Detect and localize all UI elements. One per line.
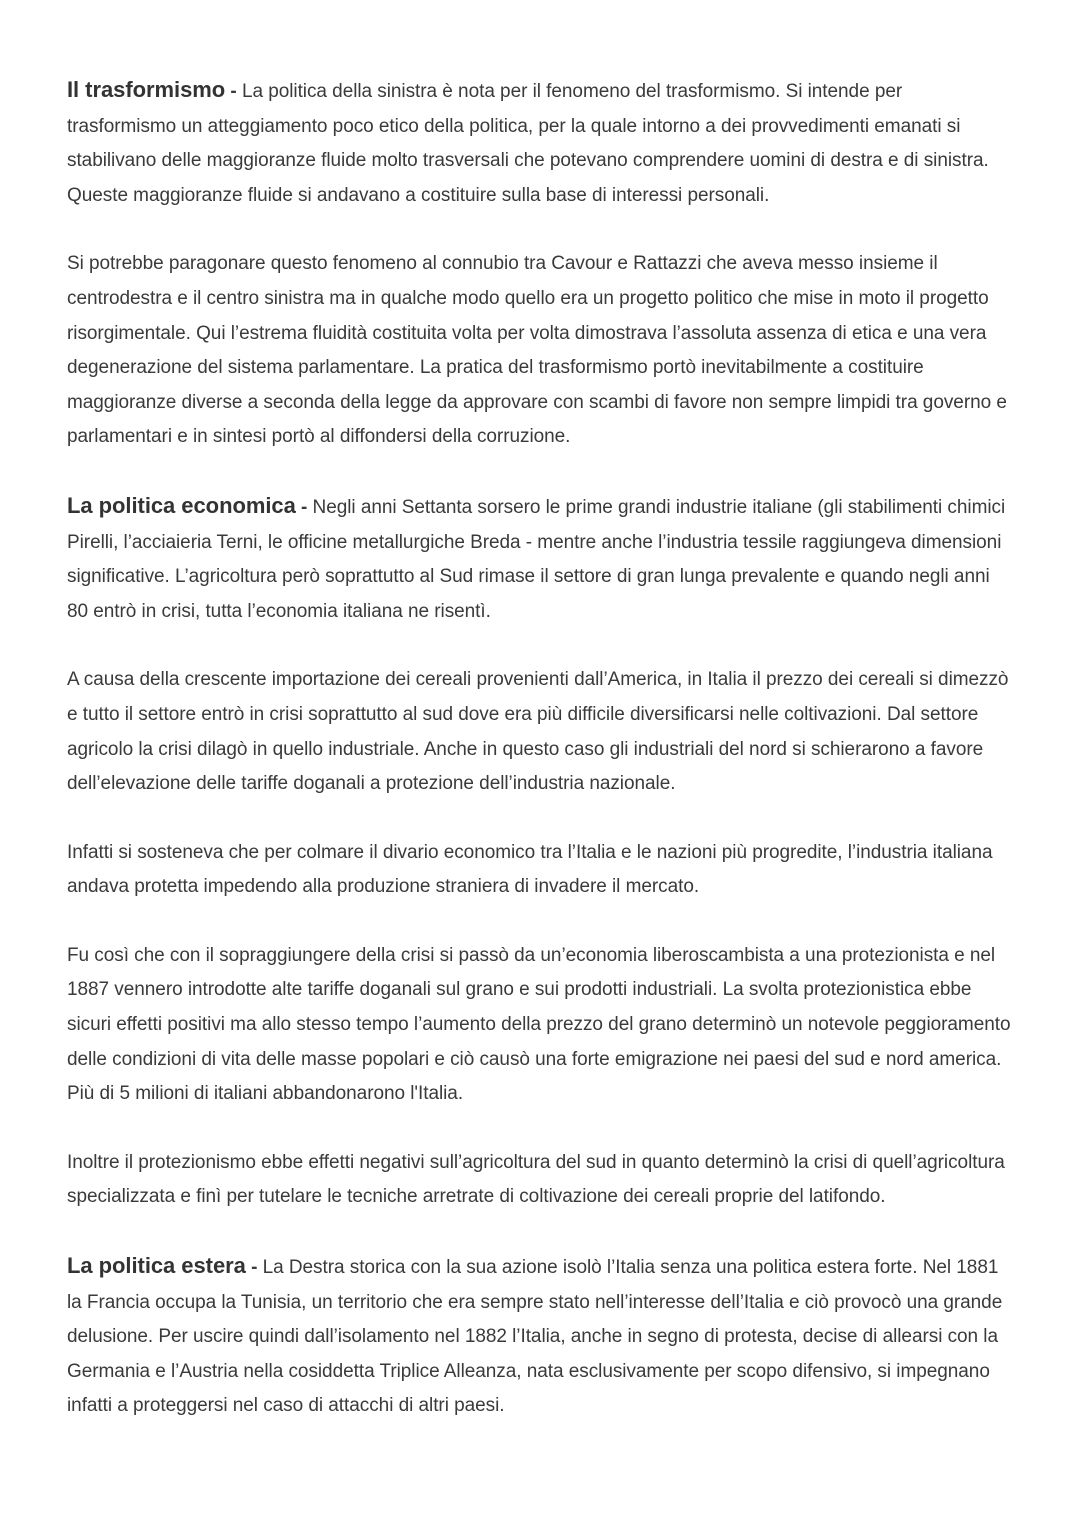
section-heading-politica-estera: La politica estera xyxy=(67,1253,246,1279)
paragraph-text: Inoltre il protezionismo ebbe effetti negativi sull’agricoltura del sud in quanto determinò la crisi di quell’agricoltura specializzata e finì per tutelare le tecniche arretrate di coltivazione dei cereali proprie del latifondo. xyxy=(67,1151,1005,1208)
paragraph-trasformismo xyxy=(67,73,1013,213)
paragraph-text: La Destra storica con la sua azione isolò l’Italia senza una politica estera forte. Nel 1881 la Francia occupa la Tunisia, un territorio che era sempre stato nell’interesse dell’Italia e ciò provocò una grande delusione. Per uscire quindi dall’isolamento nel 1882 l’Italia, anche in segno di protesta, decise di allearsi con la Germania e l’Austria nella cosiddetta Triplice Alleanza, nata esclusivamente per scopo difensivo, si impegnano infatti a proteggersi nel caso di attacchi di altri paesi. xyxy=(67,1257,1003,1417)
paragraph-text: Si potrebbe paragonare questo fenomeno al connubio tra Cavour e Rattazzi che aveva messo insieme il centrodestra e il centro sinistra ma in qualche modo quello era un progetto politico che mise in moto il progetto risorgimentale. Qui l’estrema fluidità costituita volta per volta dimostrava l’assoluta assenza di etica e una vera degenerazione del sistema parlamentare. La pratica del trasformismo portò inevitabilmente a costituire maggioranze diverse a seconda della legge da approvare con scambi di favore non sempre limpidi tra governo e parlamentari e in sintesi portò al diffondersi della corruzione. xyxy=(67,253,1007,448)
heading-separator: - xyxy=(225,81,242,102)
paragraph-text: La politica della sinistra è nota per il fenomeno del trasformismo. Si intende per trasformismo un atteggiamento poco etico della politica, per la quale intorno a dei provvedimenti emanati si stabilivano delle maggioranze fluide molto trasversali che potevano comprendere uomini di destra e di sinistra. Queste maggioranze fluide si andavano a costituire sulla base di interessi personali. xyxy=(67,81,989,206)
paragraph-text: Negli anni Settanta sorsero le prime grandi industrie italiane (gli stabilimenti chimici Pirelli, l’acciaieria Terni, le officine metallurgiche Breda - mentre anche l’industria tessile raggiungeva dimensioni significative. L’agricoltura però soprattutto al Sud rimase il settore di gran lunga prevalente e quando negli anni 80 entrò in crisi, tutta l’economia italiana ne risentì. xyxy=(67,496,1006,622)
paragraph-text: Infatti si sosteneva che per colmare il divario economico tra l’Italia e le nazioni più progredite, l’industria italiana andava protetta impedendo alla produzione straniera di invadere il mercato. xyxy=(67,841,993,898)
section-heading-politica-economica: La politica economica xyxy=(67,492,296,518)
paragraph-politica-estera xyxy=(67,1249,1013,1424)
heading-separator: - xyxy=(295,496,313,518)
paragraph-text: Fu così che con il sopraggiungere della crisi si passò da un’economia liberoscambista a una protezionista e nel 1887 vennero introdotte alte tariffe doganali sul grano e sui prodotti industriali. La svolta protezionistica ebbe sicuri effetti positivi ma allo stesso tempo l’aumento della prezzo del grano determinò un notevole peggioramento delle condizioni di vita delle masse popolari e ciò causò una forte emigrazione nei paesi del sud e nord america. Più di 5 milioni di italiani abbandonarono l'Italia. xyxy=(67,944,1011,1105)
paragraph-politica-economica xyxy=(67,489,1013,629)
paragraph-divario xyxy=(67,836,1013,905)
document-page xyxy=(67,73,1013,1424)
section-heading-trasformismo: Il trasformismo xyxy=(67,77,226,102)
paragraph-cereali xyxy=(67,663,1013,801)
paragraph-protezionismo xyxy=(67,939,1013,1112)
paragraph-text: A causa della crescente importazione dei cereali provenienti dall’America, in Italia il prezzo dei cereali si dimezzò e tutto il settore entrò in crisi soprattutto al sud dove era più difficile diversificarsi nelle coltivazioni. Dal settore agricolo la crisi dilagò in quello industriale. Anche in questo caso gli industriali del nord si schierarono a favore dell’elevazione delle tariffe doganali a protezione dell’industria nazionale. xyxy=(67,669,1009,795)
paragraph-connubio xyxy=(67,247,1013,455)
paragraph-agricoltura-sud xyxy=(67,1146,1013,1215)
heading-separator: - xyxy=(245,1257,263,1279)
